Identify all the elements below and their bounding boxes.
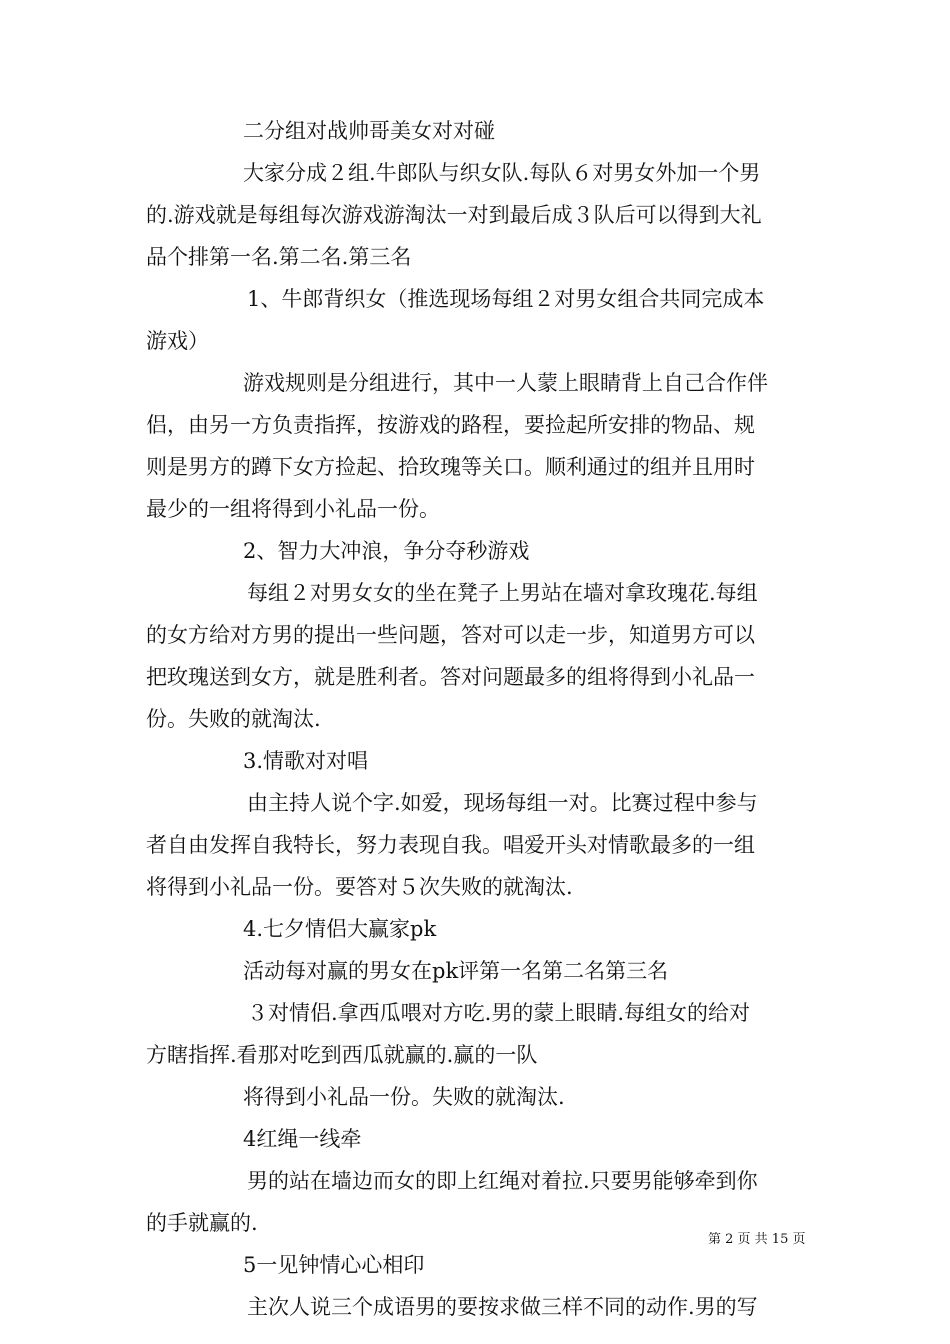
item-heading: 5一见钟情心心相印 [243,1253,425,1277]
section-heading: 二分组对战帅哥美女对对碰 [243,119,495,143]
paragraph-line: 品个排第一名.第二名.第三名 [146,245,412,269]
paragraph-line: 则是男方的蹲下女方捡起、拾玫瑰等关口。顺利通过的组并且用时 [146,455,755,479]
paragraph-line: 游戏规则是分组进行，其中一人蒙上眼睛背上自己合作伴 [243,371,768,395]
item-heading: 2、智力大冲浪，争分夺秒游戏 [243,539,530,563]
paragraph-line: 每组２对男女女的坐在凳子上男站在墙对拿玫瑰花.每组 [247,581,758,605]
paragraph-line: 的女方给对方男的提出一些问题，答对可以走一步，知道男方可以 [146,623,755,647]
paragraph-line: 者自由发挥自我特长，努力表现自我。唱爱开头对情歌最多的一组 [146,833,755,857]
page-number-footer: 第 2 页 共 15 页 [708,1232,806,1247]
paragraph-line: ３对情侣.拿西瓜喂对方吃.男的蒙上眼睛.每组女的给对 [247,1001,751,1025]
paragraph-line: 大家分成２组.牛郎队与织女队.每队６对男女外加一个男 [243,161,761,185]
item-heading: 4.七夕情侣大赢家pk [243,917,437,941]
paragraph-line: 把玫瑰送到女方，就是胜利者。答对问题最多的组将得到小礼品一 [146,665,755,689]
paragraph-line: 游戏） [146,329,209,353]
paragraph-line: 男的站在墙边而女的即上红绳对着拉.只要男能够牵到你 [247,1169,758,1193]
paragraph-line: 活动每对赢的男女在pk评第一名第二名第三名 [243,959,669,983]
paragraph-line: 份。失败的就淘汰. [146,707,321,731]
paragraph-line: 由主持人说个字.如爱，现场每组一对。比赛过程中参与 [247,791,758,815]
paragraph-line: 将得到小礼品一份。要答对５次失败的就淘汰. [146,875,573,899]
paragraph-line: 的手就赢的. [146,1211,258,1235]
paragraph-line: 的.游戏就是每组每次游戏游淘汰一对到最后成３队后可以得到大礼 [146,203,762,227]
item-heading: 1、牛郎背织女（推选现场每组２对男女组合共同完成本 [247,287,765,311]
paragraph-line: 最少的一组将得到小礼品一份。 [146,497,440,521]
paragraph-line: 侣，由另一方负责指挥，按游戏的路程，要捡起所安排的物品、规 [146,413,755,437]
paragraph-line: 方瞎指挥.看那对吃到西瓜就赢的.赢的一队 [146,1043,538,1067]
paragraph-line: 将得到小礼品一份。失败的就淘汰. [243,1085,565,1109]
item-heading: 4红绳一线牵 [243,1127,362,1151]
paragraph-line: 主次人说三个成语男的要按求做三样不同的动作.男的写 [247,1295,758,1319]
item-heading: 3.情歌对对唱 [243,749,369,773]
